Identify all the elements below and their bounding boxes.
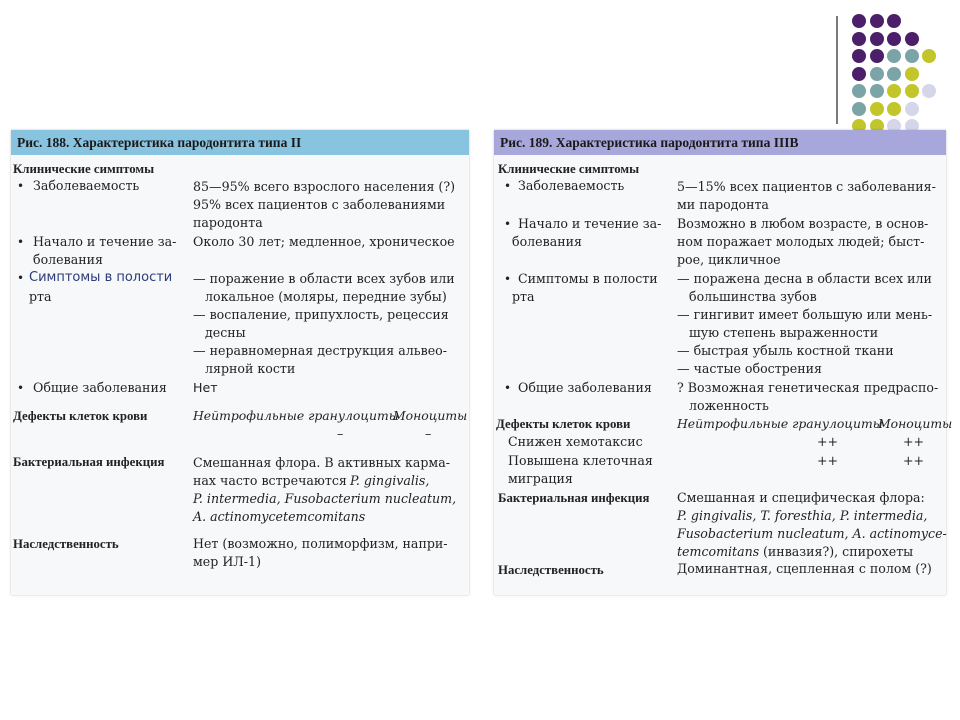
section-clinical-symptoms: Клинические симптомы (13, 162, 155, 176)
decorative-dot (887, 49, 901, 63)
figure-188-title: Рис. 188. Характеристика пародонтита типа II (11, 130, 469, 155)
decorative-divider-line (836, 16, 838, 124)
infection-line: Смешанная флора. В активных карма- (193, 455, 450, 470)
decorative-dot (905, 32, 919, 46)
decorative-dot (905, 102, 919, 116)
oral-symptom-line: — быстрая убыль костной ткани (677, 343, 894, 358)
decorative-dot (887, 102, 901, 116)
bullet-icon: • (504, 272, 512, 286)
decorative-dot (887, 32, 901, 46)
infection-line: (инвазия?), спирохеты (763, 544, 914, 559)
bullet-icon: • (17, 179, 25, 193)
decorative-dot (887, 14, 901, 28)
row-label-onset: Начало и течение за- (33, 234, 177, 249)
heredity-line: Нет (возможно, полиморфизм, напри- (193, 536, 448, 551)
row-label-blood-cell-defects: Дефекты клеток крови (13, 409, 148, 423)
oral-symptom-line: — воспаление, припухлость, рецессия (193, 307, 449, 322)
oral-symptom-line: — поражение в области всех зубов или (193, 271, 455, 286)
row-label-blood-cell-defects: Дефекты клеток крови (496, 417, 631, 431)
infection-species: A. actinomycetemcomitans (193, 509, 366, 524)
figure-189-table (494, 130, 953, 595)
incidence-value-line: ми пародонта (677, 197, 769, 212)
infection-species: P. gingivalis, (350, 473, 430, 488)
oral-symptom-line: — поражена десна в области всех или (677, 271, 932, 286)
figure-189-title: Рис. 189. Характеристика пародонтита типа IIIB (494, 130, 946, 155)
migration-monocytes-value: ++ (903, 453, 925, 468)
oral-symptom-line: десны (205, 325, 246, 340)
oral-symptom-line: локальное (моляры, передние зубы) (205, 289, 447, 304)
decorative-dot (870, 32, 884, 46)
general-diseases-value: Нет (193, 380, 218, 395)
heredity-line: мер ИЛ-1) (193, 554, 261, 569)
bullet-icon: • (17, 235, 25, 249)
row-label-general-diseases: Общие заболевания (518, 380, 652, 395)
infection-species: Fusobacterium nucleatum, A. actinomyce- (677, 526, 947, 541)
decorative-dot (852, 67, 866, 81)
decorative-dot (852, 32, 866, 46)
decorative-dot (905, 49, 919, 63)
row-label-heredity: Наследственность (498, 563, 604, 577)
incidence-value-line: 85—95% всего взрослого населения (?) (193, 179, 455, 194)
row-label-onset: болевания (512, 234, 582, 249)
column-monocytes: Моноциты (393, 408, 468, 423)
decorative-dot (905, 67, 919, 81)
decorative-dot (870, 84, 884, 98)
monocytes-mark: – (425, 426, 432, 441)
decorative-dot (852, 84, 866, 98)
oral-symptom-line: — неравномерная деструкция альвео- (193, 343, 447, 358)
row-label-onset: Начало и течение за- (518, 216, 662, 231)
onset-value: Около 30 лет; медленное, хроническое (193, 234, 455, 249)
row-label-oral-symptoms: рта (29, 289, 52, 304)
row-label-onset: болевания (33, 252, 103, 267)
neutrophils-mark: – (337, 426, 344, 441)
infection-species: P. gingivalis, T. foresthia, P. intermedia, (677, 508, 928, 523)
bullet-icon: • (504, 381, 512, 395)
decorative-dot (852, 102, 866, 116)
decorative-dot (870, 67, 884, 81)
general-diseases-line: ложенность (689, 398, 769, 413)
decorative-dot (887, 67, 901, 81)
row-label-oral-symptoms: Симптомы в полости (29, 270, 173, 285)
figure-188-table (11, 130, 469, 595)
bullet-icon: • (17, 271, 25, 285)
incidence-value-line: 95% всех пациентов с заболеваниями (193, 197, 446, 212)
row-label-heredity: Наследственность (13, 537, 119, 551)
decorative-dot (887, 84, 901, 98)
row-label-oral-symptoms: Симптомы в полости (518, 271, 658, 286)
decorative-dot (870, 14, 884, 28)
row-label-bacterial-infection: Бактериальная инфекция (498, 491, 650, 505)
row-label-general-diseases: Общие заболевания (33, 380, 167, 395)
chemotaxis-neutrophils-value: ++ (817, 434, 839, 449)
onset-value-line: рое, цикличное (677, 252, 781, 267)
decorative-dot (870, 49, 884, 63)
column-neutrophils: Нейтрофильные гранулоциты (677, 416, 883, 431)
oral-symptom-line: — гингивит имеет большую или мень- (677, 307, 933, 322)
migration-neutrophils-value: ++ (817, 453, 839, 468)
row-label-oral-symptoms: рта (512, 289, 535, 304)
onset-value-line: ном поражает молодых людей; быст- (677, 234, 925, 249)
bullet-icon: • (17, 381, 25, 395)
row-label-migration: миграция (508, 471, 573, 486)
bullet-icon: • (504, 217, 512, 231)
incidence-value-line: пародонта (193, 215, 263, 230)
heredity-value: Доминантная, сцепленная с полом (?) (677, 561, 932, 576)
decorative-dot (922, 84, 936, 98)
section-clinical-symptoms: Клинические симптомы (498, 162, 640, 176)
decorative-dot (922, 49, 936, 63)
row-label-migration: Повышена клеточная (508, 453, 653, 468)
row-label-chemotaxis: Снижен хемотаксис (508, 434, 643, 449)
row-label-incidence: Заболеваемость (33, 178, 140, 193)
decorative-dot-grid (852, 14, 952, 136)
oral-symptom-line: лярной кости (205, 361, 296, 376)
oral-symptom-line: шую степень выраженности (689, 325, 879, 340)
decorative-dot (870, 102, 884, 116)
infection-species: P. intermedia, Fusobacterium nucleatum, (193, 491, 457, 506)
infection-species: temcomitans (677, 544, 760, 559)
chemotaxis-monocytes-value: ++ (903, 434, 925, 449)
column-neutrophils: Нейтрофильные гранулоциты (193, 408, 399, 423)
oral-symptom-line: большинства зубов (689, 289, 817, 304)
column-monocytes: Моноциты (878, 416, 953, 431)
oral-symptom-line: — частые обострения (677, 361, 822, 376)
bullet-icon: • (504, 179, 512, 193)
infection-line: Смешанная и специфическая флора: (677, 490, 925, 505)
row-label-incidence: Заболеваемость (518, 178, 625, 193)
general-diseases-line: ? Возможная генетическая предраспо- (677, 380, 939, 395)
onset-value-line: Возможно в любом возрасте, в основ- (677, 216, 929, 231)
decorative-dot (852, 14, 866, 28)
row-label-bacterial-infection: Бактериальная инфекция (13, 455, 165, 469)
decorative-dot (852, 49, 866, 63)
incidence-value-line: 5—15% всех пациентов с заболевания- (677, 179, 936, 194)
infection-line: нах часто встречаются (193, 473, 347, 488)
decorative-dot (905, 84, 919, 98)
